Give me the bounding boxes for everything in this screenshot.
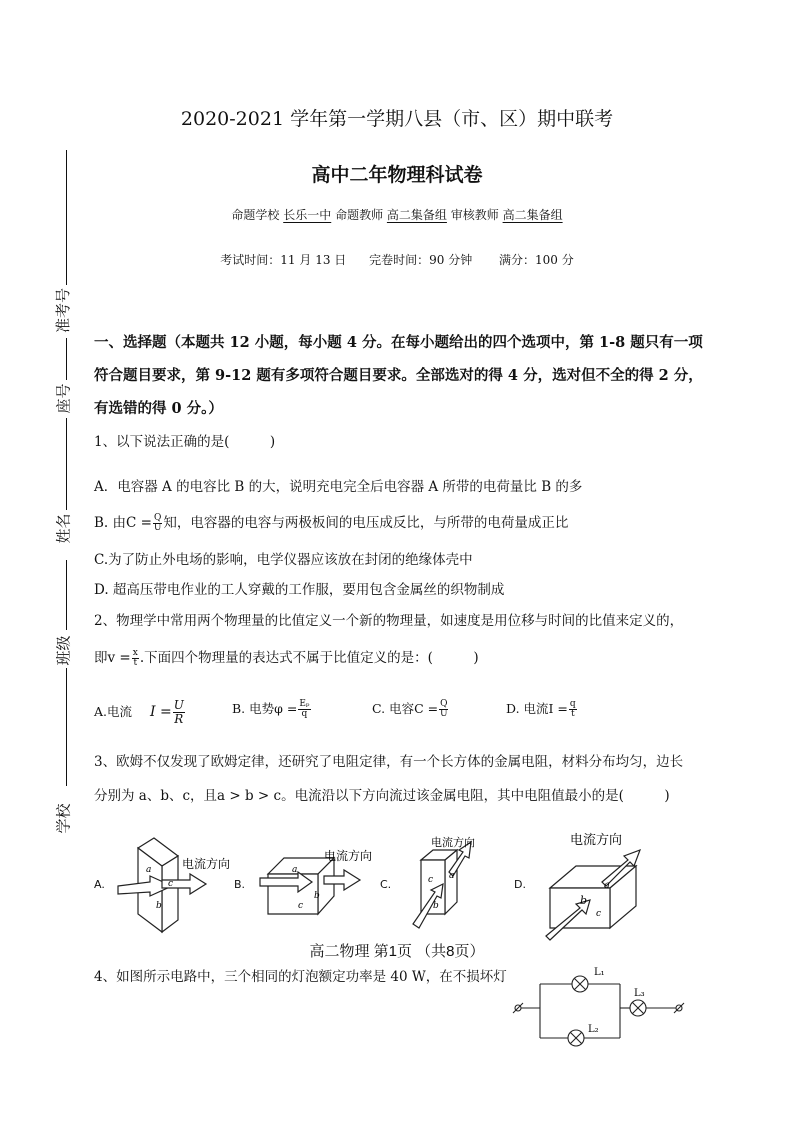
q2-c-den: U [439,709,448,719]
lamp-l1-label: L₁ [594,967,605,978]
q3-d-current-label: 电流方向 [570,833,623,848]
binding-line-5 [66,668,67,786]
name-label: 姓名 [54,513,73,544]
q2-d-den: t [570,709,575,719]
q3-b-current-label: 电流方向 [324,849,373,863]
q3-d-edge-c: c [596,909,602,919]
q3-d-edge-a: a [604,880,610,891]
q2-d-num: q [569,699,576,709]
author-info [0,206,794,223]
q3-figure-d [540,826,680,946]
q2-velocity-fraction [132,649,139,668]
q1-option-c: C.为了防止外电场的影响，电学仪器应该放在封闭的绝缘体壳中 [94,552,473,568]
q2-stem-line1: 2、物理学中常用两个物理量的比值定义一个新的物理量，如速度是用位移与时间的比值来定义的， [94,613,684,629]
q2-b-label: B. 电势φ = [232,701,298,716]
q3-a-edge-a: a [146,865,152,875]
q1-b-post: 知，电容器的电容与两极板间的电压成反比，与所带的电荷量成正比 [163,515,569,531]
q3-b-edge-c: c [298,901,304,911]
q2-c-label: C. 电容C = [372,701,439,716]
q1-stem: 1、以下说法正确的是( ) [94,434,276,450]
q3-b-edge-b: b [314,891,320,901]
full-score: 满分：100 分 [498,253,574,267]
q2-option-a [94,699,186,726]
q1-option-a: A．电容器 A 的电容比 B 的大，说明充电完全后电容器 A 所带的电荷量比 B 的多 [94,479,583,495]
q2-c-num: Q [440,699,448,709]
q1-b-fraction [153,514,162,533]
q2-b-fraction [298,700,310,719]
q2-a-fraction [173,699,185,726]
seat-number-label: 座号 [54,383,73,414]
school-label: 学校 [54,803,73,834]
q3-c-edge-c: c [428,875,434,885]
q3-option-d-label: D. [514,878,526,891]
q2-option-d [506,699,578,719]
author-teacher-label: 命题教师 [335,208,384,222]
binding-line-3 [66,418,67,510]
q2-b-num: Eₚ [299,699,310,709]
q1-option-d: D. 超高压带电作业的工人穿戴的工作服，要用包含金属丝的织物制成 [94,582,505,598]
q2-a-den: R [174,712,184,726]
q3-c-edge-b: b [433,901,439,911]
q3-stem-line1: 3、欧姆不仅发现了欧姆定律，还研究了电阻定律，有一个长方体的金属电阻，材料分布均匀，边长 [94,754,684,770]
author-school-label: 命题学校 [231,208,280,222]
exam-number-label: 准考号 [54,287,73,334]
author-teacher: 高二集备组 [386,208,447,222]
q4-circuit-diagram [508,962,692,1052]
q4-stem: 4、如图所示电路中，三个相同的灯泡额定功率是 40 W，在不损坏灯 [94,969,507,985]
reviewer-label: 审核教师 [450,208,499,222]
q2-d-label: D. 电流I = [506,701,568,716]
q1-b-den: U [153,523,162,533]
exam-title: 2020-2021 学年第一学期八县（市、区）期中联考 [180,108,614,130]
q2-a-label: A.电流 [94,704,133,719]
q3-figure-a [110,836,235,941]
q3-a-edge-c: c [168,879,174,889]
reviewer: 高二集备组 [502,208,563,222]
q2-stem2-post: .下面四个物理量的表达式不属于比值定义的是：( ) [139,650,479,666]
q3-a-edge-b: b [156,901,162,911]
q2-v-den: t [133,658,138,668]
binding-line-2 [66,338,67,380]
q3-c-current-label: 电流方向 [431,836,475,849]
paper-subtitle: 高中二年物理科试卷 [311,164,483,186]
q3-option-b-label: B. [234,878,246,891]
class-label: 班级 [54,635,73,666]
q3-a-current-label: 电流方向 [182,857,231,871]
q1-b-num: Q [153,513,162,523]
q2-a-num: U [173,698,184,712]
q1-b-pre: B. 由C = [94,515,152,531]
q2-d-fraction [569,700,577,719]
exam-info [0,251,794,268]
q2-v-num: x [132,648,138,658]
q3-d-edge-b: b [580,894,588,907]
author-school: 长乐一中 [283,208,332,222]
q2-a-lhs: I = [150,704,172,720]
duration: 完卷时间：90 分钟 [369,253,473,267]
q3-figure-b [258,842,378,922]
q3-figure-c [395,832,505,932]
q2-stem2-pre: 即v = [94,650,131,666]
q3-b-edge-a: a [292,865,298,875]
q2-option-b [232,699,312,719]
q3-option-c-label: C. [380,878,392,891]
lamp-l2-label: L₂ [588,1024,599,1035]
q2-c-fraction [439,700,448,719]
q2-option-c [372,699,449,719]
exam-time: 考试时间：11 月 13 日 [220,253,347,267]
q3-c-edge-a: a [449,871,455,881]
section-heading: 一、选择题（本题共 12 小题，每小题 4 分。在每小题给出的四个选项中，第 1-8 题只有一项符合题目要求，第 9-12 题有多项符合题目要求。全部选对的得 4 分，选对但不全的得 2 分，有选错的得 0 分。） [94,334,703,417]
q3-option-a-label: A. [94,878,105,891]
q2-b-den: q [301,709,308,719]
q1-option-b [94,513,714,533]
q2-stem-line2 [94,648,714,668]
binding-line-4 [66,560,67,630]
q3-stem-line2: 分别为 a、b、c，且a > b > c。电流沿以下方向流过该金属电阻，其中电阻值最小的是( ) [94,788,670,804]
lamp-l3-label: L₃ [634,988,645,999]
page-footer: 高二物理 第1页 （共8页） [309,943,485,960]
